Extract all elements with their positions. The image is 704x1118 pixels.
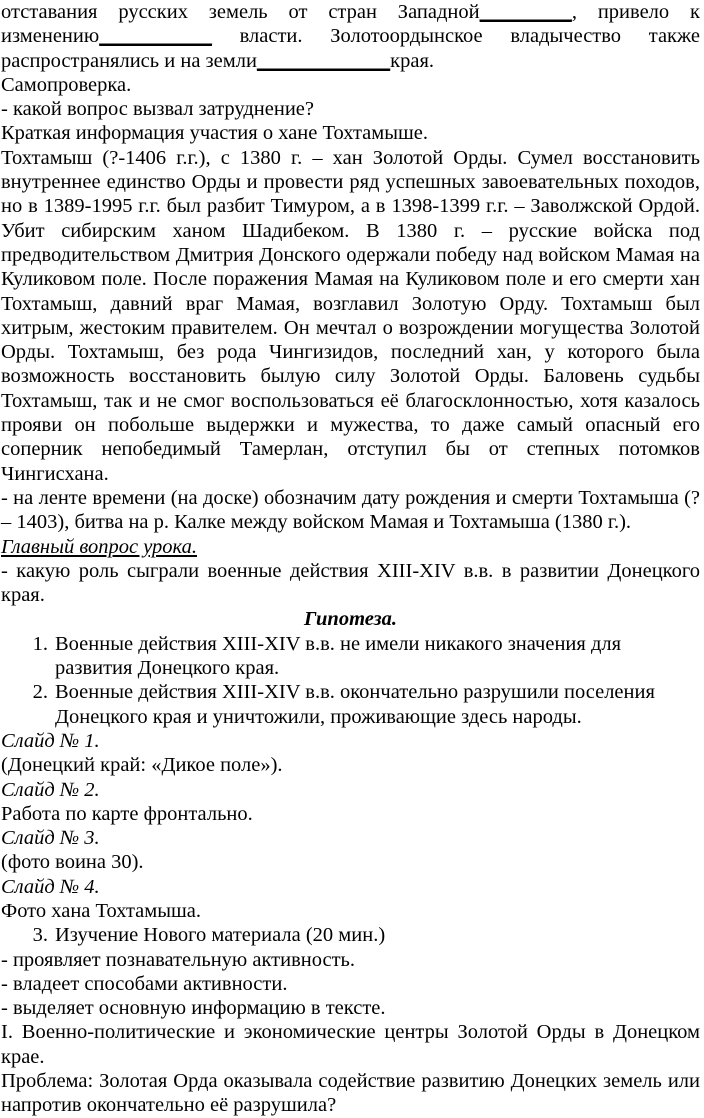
step-list (1, 923, 700, 947)
brief-info-heading: Краткая информация участия о хане Тохтамыше. (1, 122, 429, 145)
slide-label-1: Слайд № 1. (1, 729, 100, 752)
list-number: 3. (32, 924, 48, 947)
intro-paragraph (1, 0, 700, 73)
intro-text-1: отставания русских земель от стран Западной (1, 1, 480, 23)
slide-label-3: Слайд № 3. (1, 827, 100, 850)
list-text: Военные действия XIII-XIV в.в. окончательно разрушили поселения Донецкого края и уничтожили, проживающие здесь народы. (55, 681, 655, 728)
slide-desc-1: (Донецкий край: «Дикое поле»). (1, 754, 283, 777)
list-text: Военные действия XIII-XIV в.в. не имели никакого значения для развития Донецкого края. (55, 632, 622, 680)
selfcheck-line: Самопроверка. (1, 73, 132, 96)
list-item (1, 632, 700, 681)
list-item (1, 680, 700, 729)
timeline-paragraph: - на ленте времени (на доске) обозначим дату рождения и смерти Тохтамыша (? – 1403), битва на р. Калке между войском Мамая и Тохтамыша (1380 г.). (1, 486, 700, 534)
slide-label-4: Слайд № 4. (1, 875, 100, 898)
slide-desc-2: Работа по карте фронтально. (1, 802, 253, 825)
main-question-text: - какую роль сыграли военные действия XIII-XIV в.в. в развитии Донецкого края. (1, 559, 700, 607)
list-text: Изучение Нового материала (20 мин.) (55, 924, 386, 947)
list-number: 1. (32, 632, 48, 655)
slide-desc-4: Фото хана Тохтамыша. (1, 899, 202, 922)
activity-line-2: - владеет способами активности. (1, 972, 288, 995)
question-hard-line: - какой вопрос вызвал затруднение? (1, 98, 315, 121)
intro-text-3: власти. Золотоордынское владычество также распространялись и на земли (1, 25, 700, 72)
fill-blank-3: _____________ (256, 49, 391, 72)
tokhtamysh-paragraph: Тохтамыш (?-1406 г.г.), с 1380 г. – хан Золотой Орды. Сумел восстановить внутреннее единство Орды и провести ряд успешных завоевательных походов, но в 1389-1995 г.г. был разбит Тимуром, а в 1398-1399 г.г. – Заволжской Ордой. Убит сибирским ханом Шадибеком. В 1380 г. – русские войска под предводительством Дмитрия Донского одержали победу над войском Мамая на Куликовом поле. После поражения Мамая на Куликовом поле и его смерти хан Тохтамыш, давний враг Мамая, возглавил Золотую Орду. Тохтамыш был хитрым, жестоким правителем. Он мечтал о возрождении могущества Золотой Орды. Тохтамыш, без рода Чингизидов, последний хан, у которого была возможность восстановить былую силу Золотой Орды. Баловень судьбы Тохтамыш, так и не смог воспользоваться её благосклонностью, хотя казалось прояви он побольше выдержки и мужества, то даже самый опасный его соперник непобедимый Тамерлан, отступил бы от степных потомков Чингисхана. (1, 146, 700, 485)
main-question-title: Главный вопрос урока. (1, 535, 197, 558)
intro-text-2: , привело к изменению (1, 1, 700, 48)
activity-line-1: - проявляет познавательную активность. (1, 948, 356, 971)
hypothesis-title: Гипотеза. (304, 608, 397, 631)
problem-paragraph: Проблема: Золотая Орда оказывала содействие развитию Донецких земель или напротив окончательно её разрушила? (1, 1070, 700, 1117)
fill-blank-2: ___________ (99, 25, 212, 48)
slide-desc-3: (фото воина 30). (1, 851, 144, 874)
activity-line-3: - выделяет основную информацию в тексте. (1, 997, 386, 1020)
intro-text-4: края. (390, 49, 435, 72)
list-number: 2. (32, 681, 48, 704)
list-item (1, 923, 700, 947)
fill-blank-1: _________ (479, 1, 572, 23)
section-heading-1: I. Военно-политические и экономические центры Золотой Орды в Донецком крае. (1, 1021, 700, 1068)
slide-label-2: Слайд № 2. (1, 778, 100, 801)
hypothesis-list (1, 632, 700, 729)
